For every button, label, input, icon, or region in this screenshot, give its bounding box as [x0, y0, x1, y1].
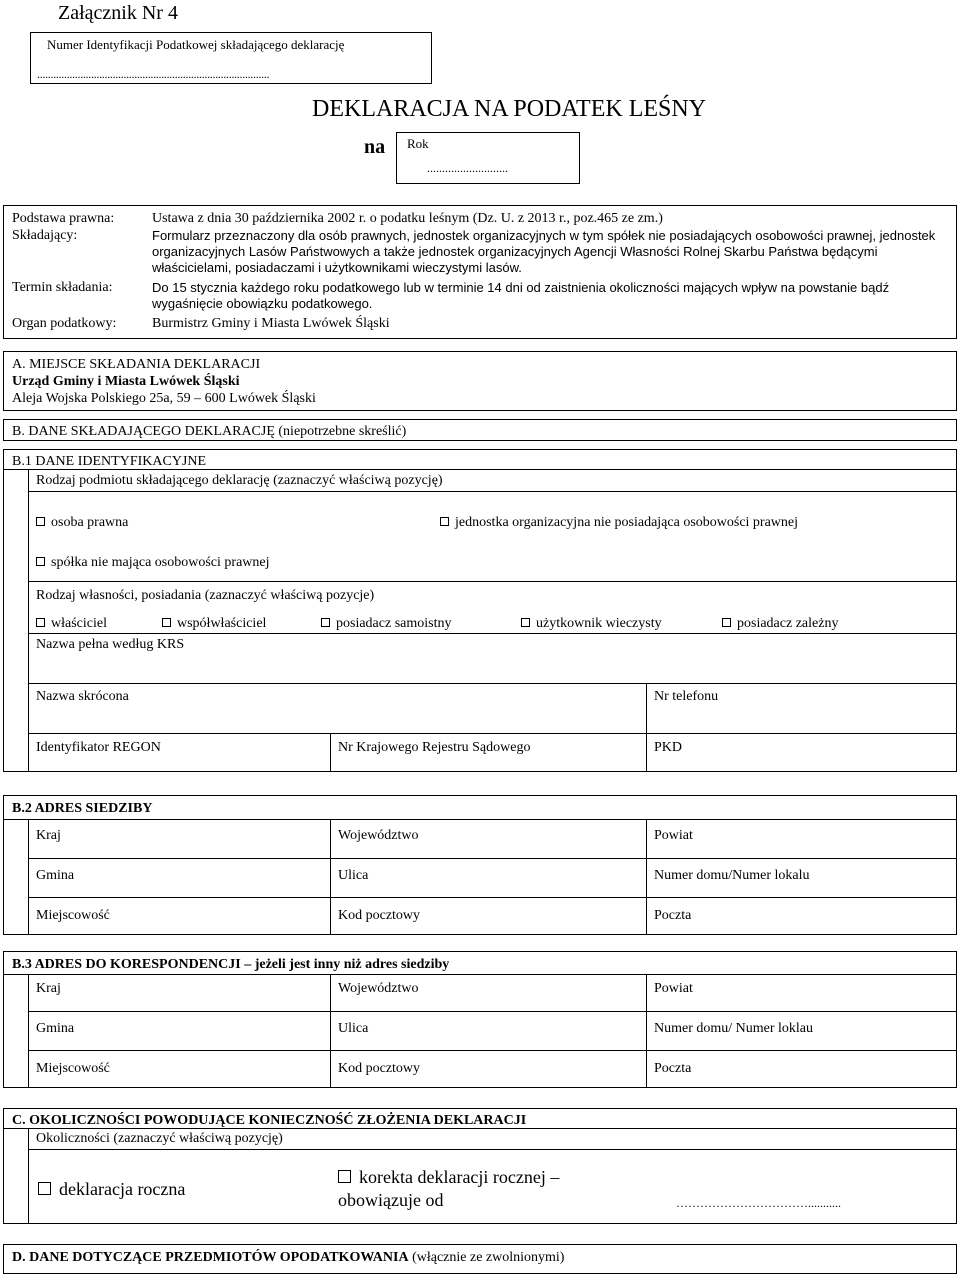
regon-field[interactable]: Identyfikator REGON	[36, 740, 161, 755]
b2-commune-field[interactable]: Gmina	[36, 868, 75, 883]
b3-city-field[interactable]: Miejscowość	[36, 1061, 110, 1076]
option-co-owner[interactable]: współwłaściciel	[162, 616, 266, 632]
year-dots: ...........................	[427, 161, 508, 175]
option-legal-person[interactable]: osoba prawna	[36, 515, 128, 531]
option-org-unit[interactable]: jednostka organizacyjna nie posiadająca osobowości prawnej	[440, 515, 798, 531]
option-dependent-holder[interactable]: posiadacz zależny	[722, 616, 838, 632]
b3-postal-code-field[interactable]: Kod pocztowy	[338, 1061, 421, 1076]
checkbox[interactable]	[521, 618, 530, 627]
correction-date-label: obowiązuje od	[338, 1190, 444, 1210]
b3-commune-field[interactable]: Gmina	[36, 1021, 75, 1036]
section-b-title-note: (niepotrzebne skreślić)	[278, 424, 407, 439]
filer-label: Składający:	[12, 228, 78, 243]
full-name-field[interactable]: Nazwa pełna według KRS	[36, 637, 185, 652]
basis-label: Podstawa prawna:	[12, 211, 115, 226]
checkbox[interactable]	[36, 517, 45, 526]
b3-title: B.3 ADRES DO KORESPONDENCJI – jeżeli jest inny niż adres siedziby	[12, 957, 450, 972]
pkd-field[interactable]: PKD	[654, 740, 683, 755]
section-c-title: C. OKOLICZNOŚCI POWODUJĄCE KONIECZNOŚĆ ZŁOŻENIA DEKLARACJI	[12, 1113, 527, 1128]
option-perpetual-user[interactable]: użytkownik wieczysty	[521, 616, 662, 632]
section-d-title	[12, 1250, 564, 1266]
b2-title: B.2 ADRES SIEDZIBY	[12, 801, 153, 816]
option-partnership[interactable]: spółka nie mająca osobowości prawnej	[36, 555, 270, 571]
basis-text: Ustawa z dnia 30 października 2002 r. o podatku leśnym (Dz. U. z 2013 r., poz.465 ze zm.)	[152, 211, 663, 226]
option-correction[interactable]: korekta deklaracji rocznej – obowiązuje od	[338, 1167, 560, 1210]
b2-house-number-field[interactable]: Numer domu/Numer lokalu	[654, 868, 810, 883]
option-annual-declaration[interactable]: deklaracja roczna	[38, 1178, 185, 1200]
b2-city-field[interactable]: Miejscowość	[36, 908, 110, 923]
checkbox[interactable]	[38, 1182, 51, 1195]
phone-field[interactable]: Nr telefonu	[654, 689, 719, 704]
b3-house-number-field[interactable]: Numer domu/ Numer loklau	[654, 1021, 814, 1036]
b1-section	[3, 449, 957, 772]
checkbox[interactable]	[338, 1170, 351, 1183]
checkbox[interactable]	[321, 618, 330, 627]
year-prefix: na	[364, 136, 386, 158]
correction-date-dots[interactable]: ……………………………...........	[676, 1196, 841, 1210]
checkbox[interactable]	[162, 618, 171, 627]
nip-label: Numer Identyfikacji Podatkowej składającego deklarację	[47, 37, 345, 52]
krs-field[interactable]: Nr Krajowego Rejestru Sądowego	[338, 740, 531, 755]
tax-office-name: Urząd Gminy i Miasta Lwówek Śląski	[12, 374, 240, 389]
year-box[interactable]	[396, 132, 580, 184]
option-owner[interactable]: właściciel	[36, 616, 107, 632]
section-b-title	[12, 424, 406, 440]
authority-text: Burmistrz Gminy i Miasta Lwówek Śląski	[152, 316, 390, 331]
checkbox[interactable]	[36, 618, 45, 627]
attachment-number: Załącznik Nr 4	[58, 2, 178, 24]
b2-voivodeship-field[interactable]: Województwo	[338, 828, 419, 843]
tax-office-address: Aleja Wojska Polskiego 25a, 59 – 600 Lwówek Śląski	[12, 391, 316, 406]
short-name-field[interactable]: Nazwa skrócona	[36, 689, 129, 704]
checkbox[interactable]	[440, 517, 449, 526]
authority-label: Organ podatkowy:	[12, 316, 117, 331]
section-a-title: A. MIEJSCE SKŁADANIA DEKLARACJI	[12, 357, 261, 372]
deadline-label: Termin składania:	[12, 280, 113, 295]
b2-country-field[interactable]: Kraj	[36, 828, 61, 843]
b2-postal-code-field[interactable]: Kod pocztowy	[338, 908, 421, 923]
section-d-title-text: D. DANE DOTYCZĄCE PRZEDMIOTÓW OPODATKOWANIA	[12, 1250, 409, 1265]
nip-dots: ......................................................................................	[37, 67, 270, 81]
option-independent-holder[interactable]: posiadacz samoistny	[321, 616, 451, 632]
checkbox[interactable]	[36, 557, 45, 566]
ownership-label: Rodzaj własności, posiadania (zaznaczyć właściwą pozycje)	[36, 588, 375, 603]
b3-country-field[interactable]: Kraj	[36, 981, 61, 996]
year-label: Rok	[407, 136, 429, 151]
nip-box[interactable]	[30, 32, 432, 84]
section-b-title-text: B. DANE SKŁADAJĄCEGO DEKLARACJĘ	[12, 424, 275, 439]
section-d-title-note: (włącznie ze zwolnionymi)	[412, 1250, 565, 1265]
b2-street-field[interactable]: Ulica	[338, 868, 369, 883]
b2-post-office-field[interactable]: Poczta	[654, 908, 692, 923]
b2-county-field[interactable]: Powiat	[654, 828, 693, 843]
b3-street-field[interactable]: Ulica	[338, 1021, 369, 1036]
deadline-text: Do 15 stycznia każdego roku podatkowego lub w terminie 14 dni od zaistnienia okoliczności mających wpływ na powstanie bądź wygaśnięcie obowiązku podatkowego.	[152, 280, 890, 311]
filer-text: Formularz przeznaczony dla osób prawnych, jednostek organizacyjnych w tym spółek nie posiadających osobowości prawnej, jednostek organizacyjnych Lasów Państwowych a także jednostek organizacyjnych Agencji Własności Rolnej Skarbu Państwa będącymi właścicielami, posiadaczami i użytkownikami wieczystymi lasów.	[152, 228, 936, 275]
declaration-title: DEKLARACJA NA PODATEK LEŚNY	[312, 96, 707, 122]
b3-voivodeship-field[interactable]: Województwo	[338, 981, 419, 996]
checkbox[interactable]	[722, 618, 731, 627]
b3-post-office-field[interactable]: Poczta	[654, 1061, 692, 1076]
b1-title: B.1 DANE IDENTYFIKACYJNE	[12, 454, 207, 469]
entity-type-label: Rodzaj podmiotu składającego deklarację (zaznaczyć właściwą pozycję)	[36, 473, 443, 488]
circumstances-label: Okoliczności (zaznaczyć właściwą pozycję)	[36, 1131, 283, 1146]
b3-county-field[interactable]: Powiat	[654, 981, 693, 996]
